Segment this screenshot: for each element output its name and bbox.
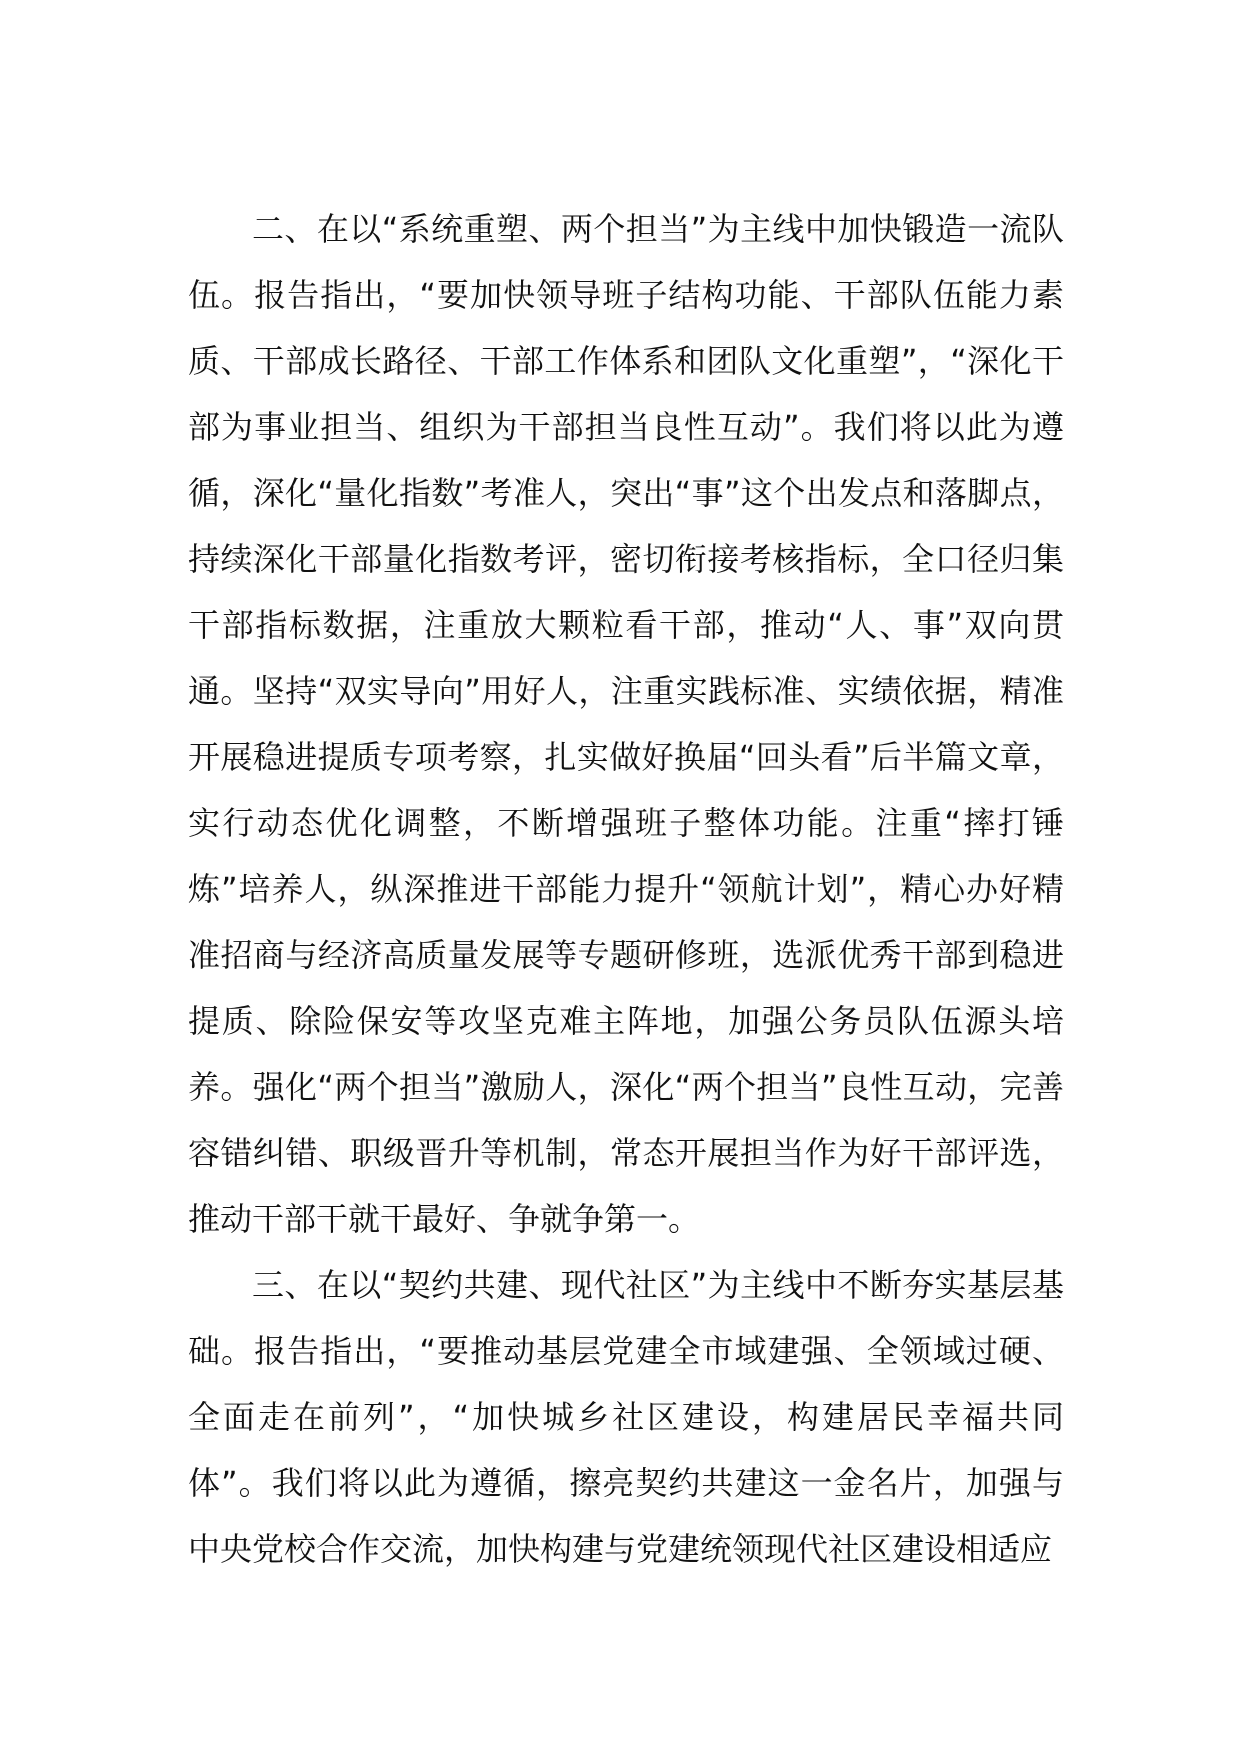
document-body	[188, 196, 1064, 1582]
paragraph-section-three: 三、在以“契约共建、现代社区”为主线中不断夯实基层基础。报告指出，“要推动基层党建全市域建强、全领域过硬、全面走在前列”，“加快城乡社区建设，构建居民幸福共同体”。我们将以此为遵循，擦亮契约共建这一金名片，加强与中央党校合作交流，加快构建与党建统领现代社区建设相适应	[188, 1266, 1064, 1568]
paragraph-section-two: 二、在以“系统重塑、两个担当”为主线中加快锻造一流队伍。报告指出，“要加快领导班子结构功能、干部队伍能力素质、干部成长路径、干部工作体系和团队文化重塑”，“深化干部为事业担当、组织为干部担当良性互动”。我们将以此为遵循，深化“量化指数”考准人，突出“事”这个出发点和落脚点，持续深化干部量化指数考评，密切衔接考核指标，全口径归集干部指标数据，注重放大颗粒看干部，推动“人、事”双向贯通。坚持“双实导向”用好人，注重实践标准、实绩依据，精准开展稳进提质专项考察，扎实做好换届“回头看”后半篇文章，实行动态优化调整，不断增强班子整体功能。注重“摔打锤炼”培养人，纵深推进干部能力提升“领航计划”，精心办好精准招商与经济高质量发展等专题研修班，选派优秀干部到稳进提质、除险保安等攻坚克难主阵地，加强公务员队伍源头培养。强化“两个担当”激励人，深化“两个担当”良性互动，完善容错纠错、职级晋升等机制，常态开展担当作为好干部评选，推动干部干就干最好、争就争第一。	[188, 210, 1064, 1238]
